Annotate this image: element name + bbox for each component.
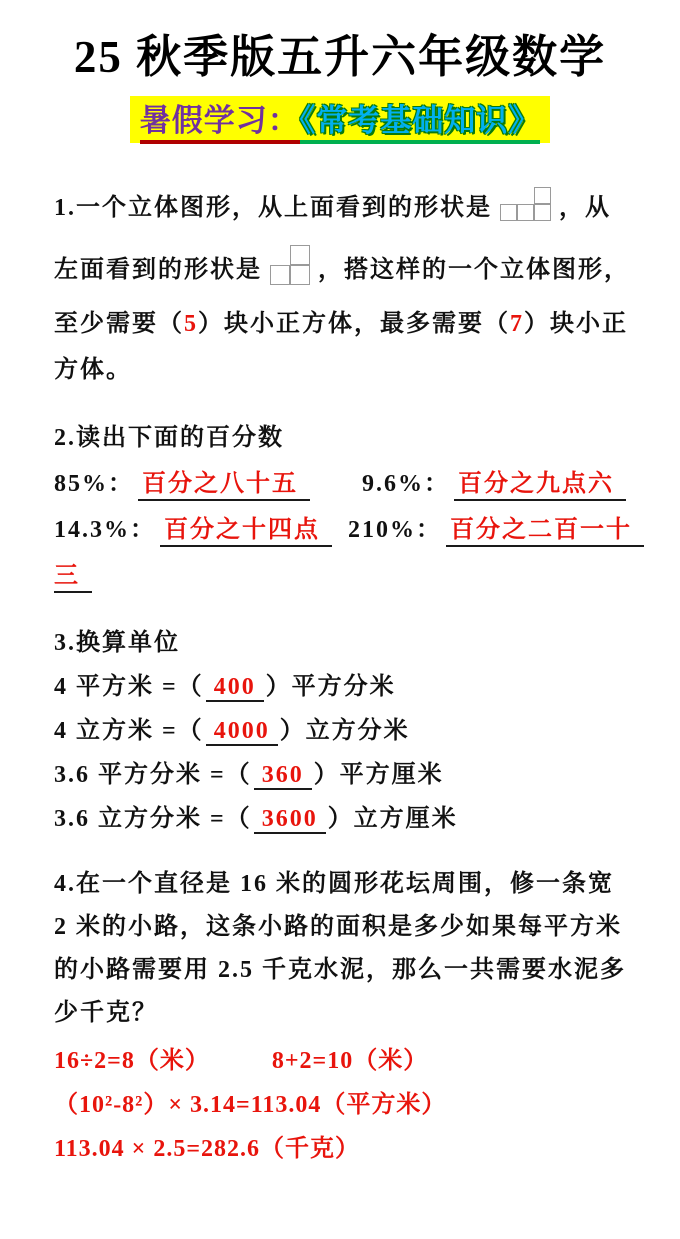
q3-answer: 4000 (206, 718, 278, 746)
q4-solution-line-3: 113.04 × 2.5=282.6（千克） (54, 1136, 361, 1162)
cube-top-view-figure (500, 187, 551, 221)
q1-answer-max: 7 (510, 311, 524, 337)
q2-label: 210%： (348, 517, 442, 543)
worksheet-content (54, 177, 644, 1171)
cube-left-view-figure (270, 245, 310, 285)
q2-answer: 百分之二百一十 (446, 517, 644, 547)
q2-answer: 百分之八十五 (138, 471, 310, 501)
q2-label: 9.6%： (362, 471, 450, 497)
q1-text: 1.一个立体图形，从上面看到的形状是 (54, 195, 492, 221)
q2-row-2 (54, 507, 644, 553)
q3-text: 3.6 立方分米 =（ (54, 806, 252, 832)
q1-line-3 (54, 301, 644, 347)
question-4 (54, 863, 644, 1171)
q1-text: ，搭这样的一个立体图形， (318, 257, 630, 283)
q3-text: ）立方分米 (279, 718, 410, 744)
q2-row-1 (54, 461, 644, 507)
q4-solution (54, 1039, 644, 1171)
q2-item (348, 507, 644, 553)
subtitle-highlight (130, 96, 551, 143)
q3-text: ）平方分米 (265, 674, 396, 700)
q2-answer-wrap: 三 (54, 563, 92, 593)
q2-row-3 (54, 553, 644, 599)
q1-text: ）块小正方体，最多需要（ (198, 311, 510, 337)
q4-line-2: 2 米的小路，这条小路的面积是多少如果每平方米 (54, 914, 622, 940)
q4-solution-line-1 (54, 1039, 644, 1083)
subtitle-row (0, 96, 680, 143)
q1-text: ，从 (559, 195, 611, 221)
q1-line-2 (54, 239, 644, 301)
q3-text: ）立方厘米 (327, 806, 458, 832)
q2-label: 85%： (54, 471, 134, 497)
q1-text: 至少需要（ (54, 311, 184, 337)
q3-item-4 (54, 797, 644, 841)
worksheet-page (0, 30, 680, 1239)
q1-text: ）块小正 (524, 311, 628, 337)
q4-line-4: 少千克？ (54, 1000, 158, 1026)
q2-item (54, 461, 362, 507)
q1-text: 左面看到的形状是 (54, 257, 262, 283)
question-3 (54, 621, 644, 841)
q2-item (362, 461, 644, 507)
question-1 (54, 177, 644, 393)
q3-text: 3.6 平方分米 =（ (54, 762, 252, 788)
q3-header: 3.换算单位 (54, 630, 180, 656)
q3-text: ）平方厘米 (313, 762, 444, 788)
q3-text: 4 平方米 =（ (54, 674, 204, 700)
q2-label: 14.3%： (54, 517, 156, 543)
q2-header: 2.读出下面的百分数 (54, 425, 284, 451)
q3-answer: 3600 (254, 806, 326, 834)
q3-answer: 360 (254, 762, 312, 790)
q4-solution-step: 16÷2=8（米） (54, 1048, 210, 1074)
q3-text: 4 立方米 =（ (54, 718, 204, 744)
q3-answer: 400 (206, 674, 264, 702)
subtitle-right-text: 《常考基础知识》 (300, 103, 541, 144)
q4-solution-step: 8+2=10（米） (271, 1048, 429, 1074)
q3-item-1 (54, 665, 644, 709)
q3-item-2 (54, 709, 644, 753)
q2-answer: 百分之十四点 (160, 517, 332, 547)
q3-item-3 (54, 753, 644, 797)
q4-line-1: 4.在一个直径是 16 米的圆形花坛周围，修一条宽 (54, 871, 614, 897)
q2-item (54, 507, 348, 553)
subtitle-left-text: 暑假学习： (140, 103, 300, 144)
q1-line-4: 方体。 (54, 357, 132, 383)
q2-answer: 百分之九点六 (454, 471, 626, 501)
q1-line-1 (54, 177, 644, 239)
page-title: 25 秋季版五升六年级数学 (73, 32, 607, 82)
q1-answer-min: 5 (184, 311, 198, 337)
q4-line-3: 的小路需要用 2.5 千克水泥，那么一共需要水泥多 (54, 957, 626, 983)
question-2 (54, 415, 644, 599)
q4-solution-line-2: （10²-8²）× 3.14=113.04（平方米） (54, 1092, 447, 1118)
